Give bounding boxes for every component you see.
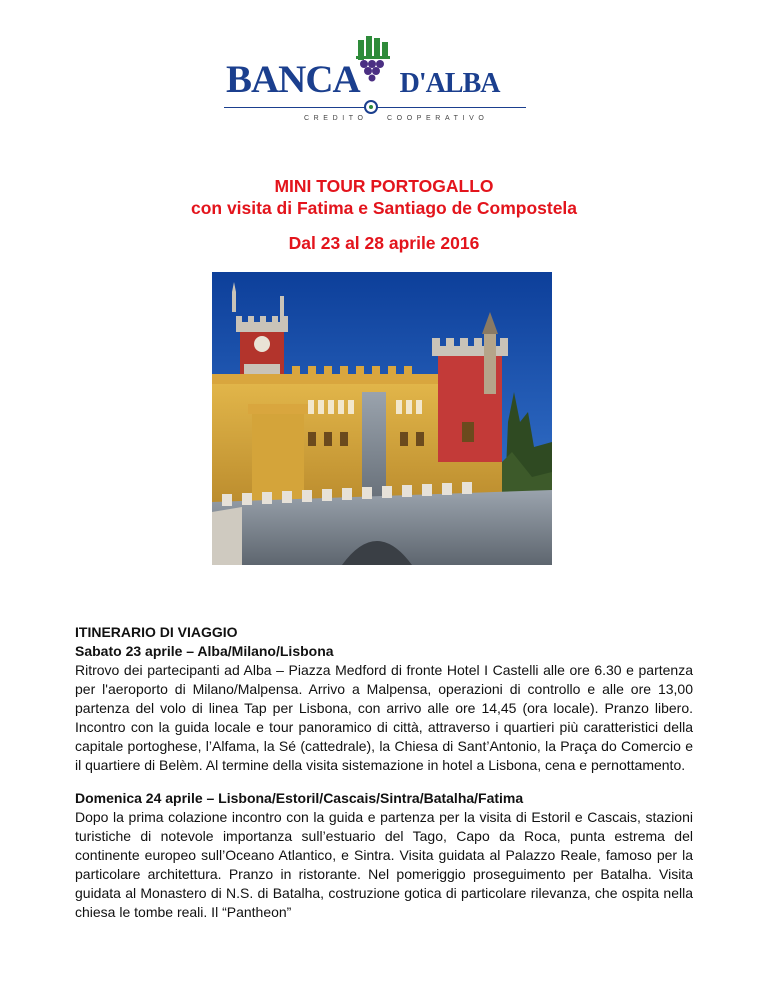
- itinerary-heading: ITINERARIO DI VIAGGIO: [75, 624, 238, 640]
- itinerary-section: [75, 623, 693, 922]
- pena-palace-photo: [212, 272, 552, 565]
- page-subtitle: con visita di Fatima e Santiago de Compostela: [190, 198, 578, 218]
- day-entry: [75, 789, 693, 922]
- day-title: Domenica 24 aprile – Lisbona/Estoril/Cascais/Sintra/Batalha/Fatima: [75, 790, 524, 806]
- day-entry: [75, 642, 693, 775]
- day-description: Dopo la prima colazione incontro con la guida e partenza per la visita di Estoril e Cascais, stazioni turistiche di notevole importanza sull’estuario del Tago, Capo da Roca, punta estrema del continente europeo sull’Oceano Atlantico, e Sintra. Visita guidata al Palazzo Reale, famoso per la particolare architettura. Pranzo in ristorante. Nel pomeriggio proseguimento per Batalha. Visita guidata al Monastero di N.S. di Batalha, costruzione gotica di particolare rilevanza, che ospita nella chiesa le tombe reali. Il “Pantheon”: [75, 809, 693, 920]
- logo-sub-cooperativo: COOPERATIVO: [387, 115, 489, 122]
- logo-wordmark: [226, 60, 526, 99]
- day-title: Sabato 23 aprile – Alba/Milano/Lisbona: [75, 643, 334, 659]
- day-description: Ritrovo dei partecipanti ad Alba – Piazza Medford di fronte Hotel I Castelli alle ore 6.30 e partenza per l'aeroporto di Milano/Malpensa. Arrivo a Malpensa, operazioni di controllo e alle ore 13,00 partenza del volo di linea Tap per Lisbona, con arrivo alle ore 14,45 (ora locale). Pranzo libero. Incontro con la guida locale e tour panoramico di città, attraverso i quartieri più caratteristici della capitale portoghese, l’Alfama, la Sé (cattedrale), la Chiesa di Sant’Antonio, la Praça do Comercio e il quartiere di Belèm. Al termine della visita sistemazione in hotel a Lisbona, cena e pernottamento.: [75, 662, 693, 773]
- page-title: MINI TOUR PORTOGALLO: [274, 176, 494, 196]
- logo-sub-credito: CREDITO: [304, 115, 368, 122]
- logo-word-banca: BANCA: [226, 58, 360, 101]
- bank-logo: [222, 34, 528, 126]
- logo-word-dalba: D'ALBA: [399, 68, 500, 99]
- logo-coin-icon: [364, 100, 378, 114]
- tour-dates: Dal 23 al 28 aprile 2016: [288, 233, 480, 253]
